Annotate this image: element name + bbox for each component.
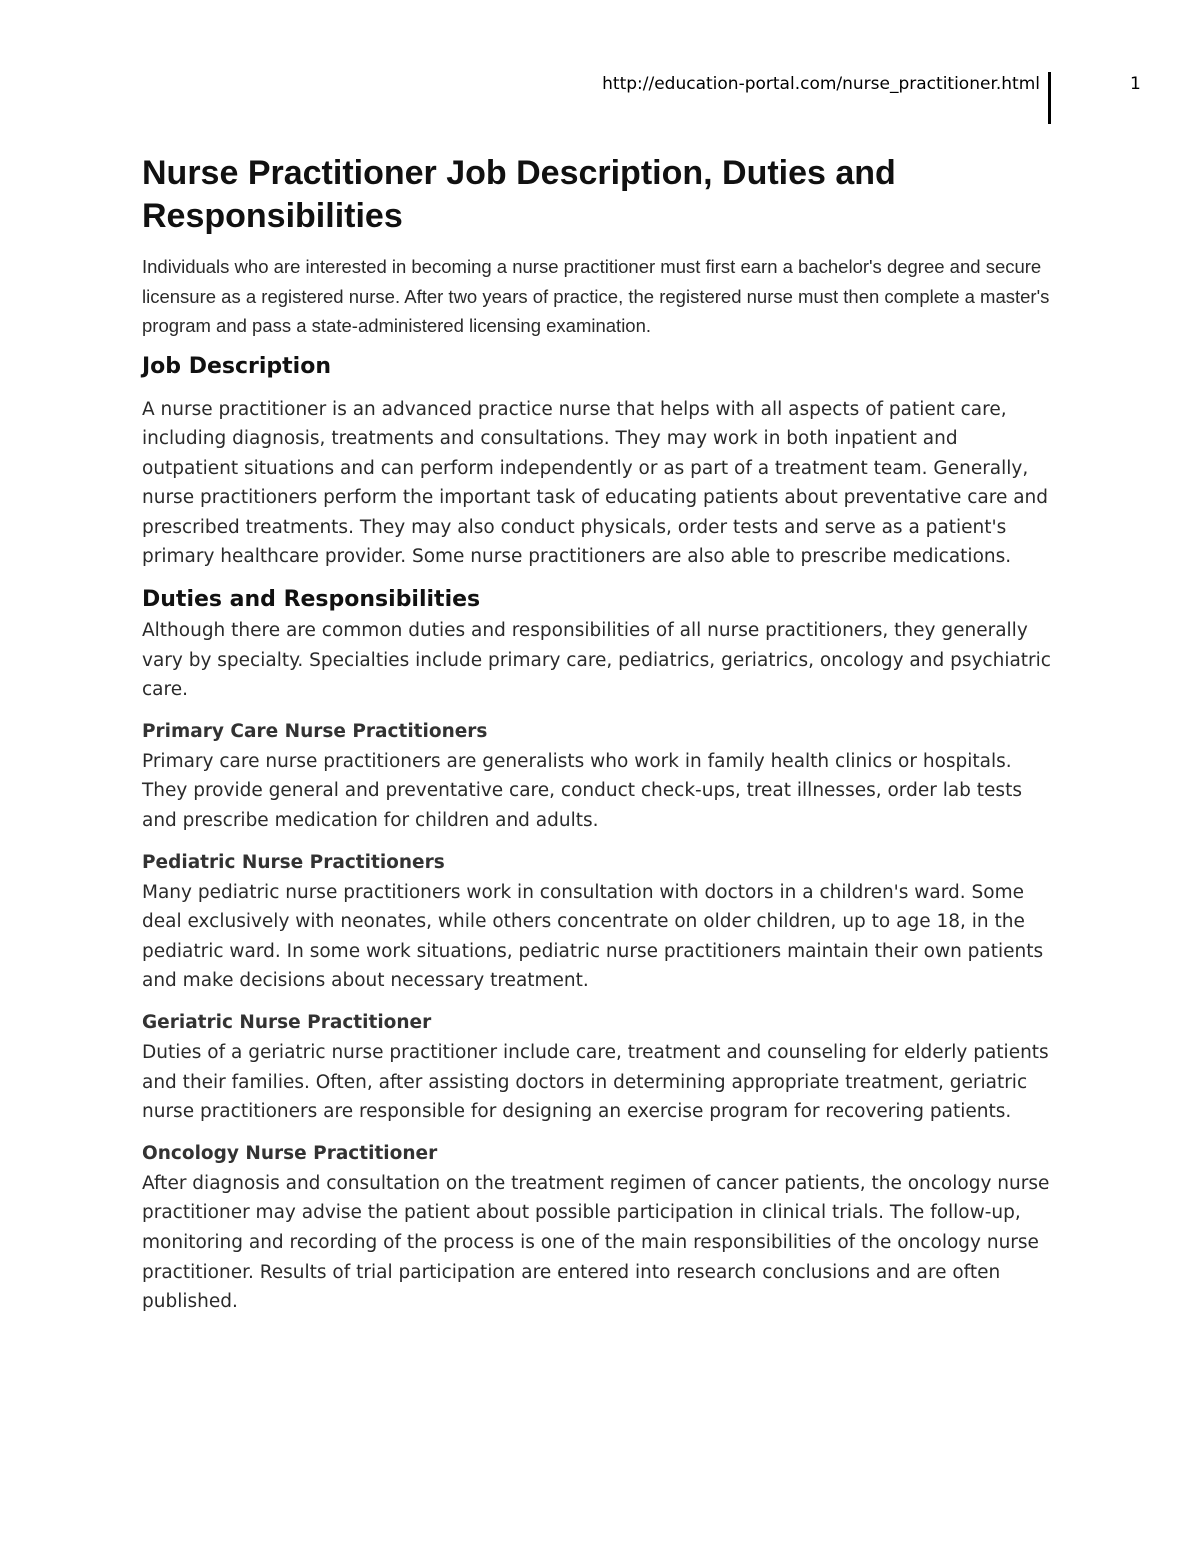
oncology-paragraph: After diagnosis and consultation on the treatment regimen of cancer patients, the oncology nurse practitioner may advise the patient about possible participation in clinical trials. The follow-up, monitoring and recording of the process is one of the main responsibilities of the oncology nurse practitioner. Results of trial participation are entered into research conclusions and are often published. [142,1172,1050,1313]
pediatric-heading: Pediatric Nurse Practitioners [142,851,445,873]
pediatric-paragraph: Many pediatric nurse practitioners work in consultation with doctors in a children's ward. Some deal exclusively with neonates, while others concentrate on older children, up to age 18, in the pediatric ward. In some work situations, pediatric nurse practitioners maintain their own patients and make decisions about necessary treatment. [142,881,1044,992]
geriatric-paragraph: Duties of a geriatric nurse practitioner include care, treatment and counseling for elderly patients and their families. Often, after assisting doctors in determining appropriate treatment, geriatric nurse practitioners are responsible for designing an exercise program for recovering patients. [142,1042,1049,1123]
duties-paragraph: Although there are common duties and responsibilities of all nurse practitioners, they generally vary by specialty. Specialties include primary care, pediatrics, geriatrics, oncology and psychiatric care. [142,620,1051,701]
geriatric-heading: Geriatric Nurse Practitioner [142,1012,432,1033]
document-body [142,152,1052,1317]
header-divider [1048,72,1051,124]
header-url: http://education-portal.com/nurse_practitioner.html [602,74,1040,94]
duties-heading: Duties and Responsibilities [142,587,481,613]
intro-paragraph: Individuals who are interested in becoming a nurse practitioner must first earn a bachelor's degree and secure licensure as a registered nurse. After two years of practice, the registered nurse must then complete a master's program and pass a state-administered licensing examination. [142,256,1050,336]
oncology-heading: Oncology Nurse Practitioner [142,1142,438,1164]
job-description-heading: Job Description [142,353,331,379]
page-header [0,72,1200,128]
primary-care-paragraph: Primary care nurse practitioners are generalists who work in family health clinics or hospitals. They provide general and preventative care, conduct check-ups, treat illnesses, order lab tests and prescribe medication for children and adults. [142,750,1022,832]
primary-care-heading: Primary Care Nurse Practitioners [142,720,488,742]
document-title: Nurse Practitioner Job Description, Duties and Responsibilities [142,154,896,235]
job-description-paragraph: A nurse practitioner is an advanced practice nurse that helps with all aspects of patient care, including diagnosis, treatments and consultations. They may work in both inpatient and outpatient situations and can perform independently or as part of a treatment team. Generally, nurse practitioners perform the important task of educating patients about preventative care and prescribed treatments. They may also conduct physicals, order tests and serve as a patient's primary healthcare provider. Some nurse practitioners are also able to prescribe medications. [142,398,1049,568]
page-number: 1 [1130,74,1141,94]
